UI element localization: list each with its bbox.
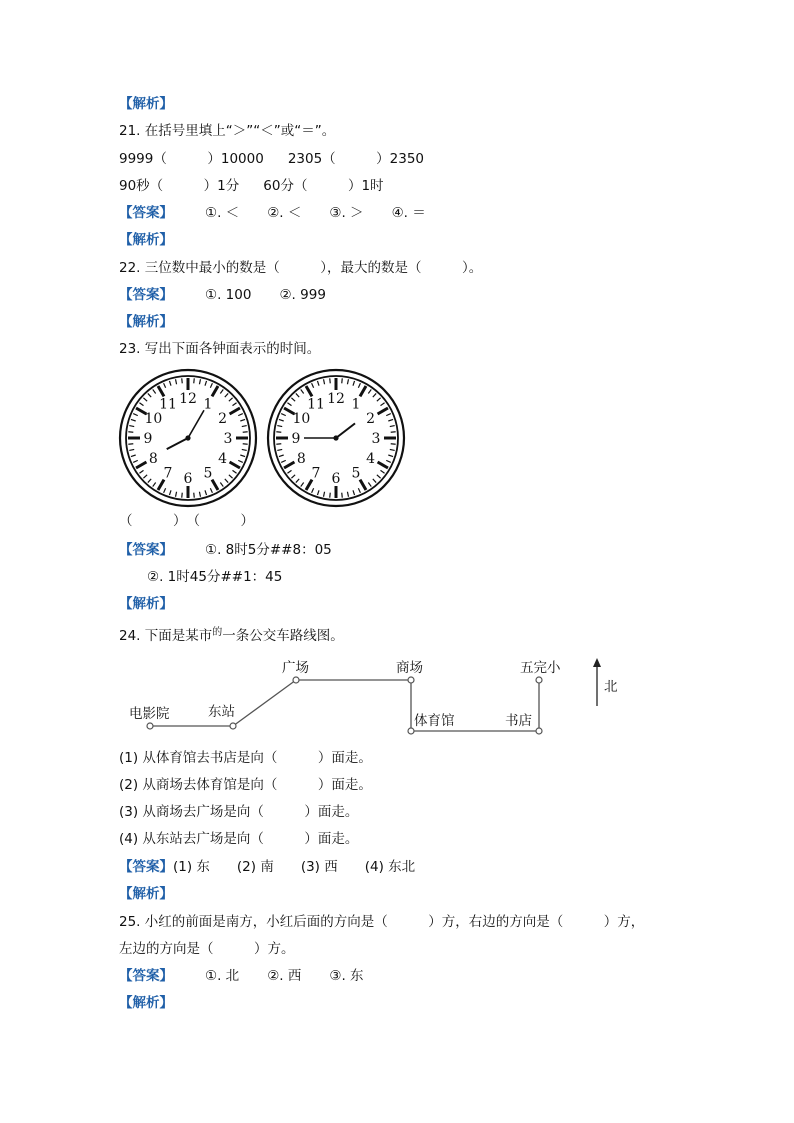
q22-answer-2: ②. 999 xyxy=(279,287,326,303)
q24-analysis: 【解析】 xyxy=(119,886,173,902)
station-square-dot xyxy=(293,677,299,683)
station-cinema-label: 电影院 xyxy=(129,706,170,722)
q21-answer-3: ③. ＞ xyxy=(329,205,364,221)
clock-tick xyxy=(194,493,195,498)
q21-answer-4: ④. ＝ xyxy=(391,205,426,221)
q23-answer-1-text: ①. 8时5分##8：05 xyxy=(205,542,332,558)
q23-blanks: （ ） （ ） xyxy=(119,513,254,529)
station-east-label: 东站 xyxy=(208,704,235,720)
clock-number: 2 xyxy=(366,411,376,427)
q24-answer-text: (1) 东 (2) 南 (3) 西 (4) 东北 xyxy=(173,859,416,875)
clock-number: 12 xyxy=(327,391,345,407)
q24-title-a: 24. 下面是某市 xyxy=(119,628,213,644)
clock-tick xyxy=(276,444,281,445)
clock-number: 4 xyxy=(218,451,228,467)
clock-1 xyxy=(120,370,256,506)
station-gym-label: 体育馆 xyxy=(414,713,455,729)
q21-answer-1: ①. ＜ xyxy=(205,205,240,221)
q24-sub-4: (4) 从东站去广场是向（ ）面走。 xyxy=(119,831,359,847)
clock-center-pin xyxy=(333,435,338,440)
station-bookstore-label: 书店 xyxy=(505,713,532,729)
q21-row2 xyxy=(119,177,384,195)
q21-title: 21. 在括号里填上“＞”“＜”或“＝”。 xyxy=(119,123,336,139)
clock-tick xyxy=(182,493,183,498)
station-square-label: 广场 xyxy=(282,660,309,676)
clock-tick xyxy=(330,493,331,498)
clock-number: 2 xyxy=(218,411,228,427)
q25-line-1: 25. 小红的前面是南方，小红后面的方向是（ ）方，右边的方向是（ ）方， xyxy=(119,914,645,930)
analysis-label: 【解析】 xyxy=(119,96,173,112)
station-bookstore-dot xyxy=(536,728,542,734)
clock-number: 8 xyxy=(296,451,306,467)
station-mall-dot xyxy=(408,677,414,683)
q25-analysis: 【解析】 xyxy=(119,995,173,1011)
clock-tick xyxy=(128,444,133,445)
station-school-label: 五完小 xyxy=(520,660,561,676)
clock-number: 6 xyxy=(183,471,193,487)
q23-title: 23. 写出下面各钟面表示的时间。 xyxy=(119,341,321,357)
clock-number: 7 xyxy=(163,465,173,482)
q21-analysis: 【解析】 xyxy=(119,232,173,248)
q22-analysis: 【解析】 xyxy=(119,314,173,330)
clock-number: 4 xyxy=(366,451,376,467)
clock-tick xyxy=(391,444,396,445)
clock-number: 10 xyxy=(292,411,311,427)
clock-number: 5 xyxy=(351,465,361,482)
clock-number: 12 xyxy=(179,391,197,407)
clock-tick xyxy=(194,378,195,383)
q21-row1-a: 9999（ ）10000 xyxy=(119,151,264,167)
clock-center-pin xyxy=(185,435,190,440)
clock-tick xyxy=(243,444,248,445)
clock-number: 10 xyxy=(144,411,163,427)
clock-2 xyxy=(268,370,404,506)
q24-title-de: 的 xyxy=(212,627,223,638)
station-east-dot xyxy=(230,723,236,729)
q24-sub-2: (2) 从商场去体育馆是向（ ）面走。 xyxy=(119,777,372,793)
q23-answer-1: 【答案】 ①. 8时5分##8：05 xyxy=(119,542,332,558)
clock-tick xyxy=(342,378,343,383)
q21-answer-2: ②. ＜ xyxy=(267,205,302,221)
clock-tick xyxy=(128,432,133,433)
q24-title xyxy=(119,627,344,647)
q24-sub-1: (1) 从体育馆去书店是向（ ）面走。 xyxy=(119,750,372,766)
q21-row1-b: 2305（ ）2350 xyxy=(287,151,425,167)
station-cinema-dot xyxy=(147,723,153,729)
north-arrowhead-icon xyxy=(593,658,601,667)
clock-tick xyxy=(391,432,396,433)
clock-number: 1 xyxy=(351,396,361,413)
q22-answer: 【答案】 ①. 100 ②. 999 xyxy=(119,287,326,303)
north-label: 北 xyxy=(604,679,618,695)
q24-sub-3: (3) 从商场去广场是向（ ）面走。 xyxy=(119,804,359,820)
clock-number: 9 xyxy=(143,431,153,447)
clock-number: 8 xyxy=(148,451,158,467)
q24-answer: 【答案】(1) 东 (2) 南 (3) 西 (4) 东北 xyxy=(119,859,416,875)
clock-number: 11 xyxy=(159,396,177,413)
clock-number: 9 xyxy=(291,431,301,447)
clock-tick xyxy=(243,432,248,433)
q21-answer: 【答案】 ①. ＜ ②. ＜ ③. ＞ ④. ＝ xyxy=(119,205,426,221)
clock-number: 6 xyxy=(331,471,341,487)
q25-answer-1: ①. 北 xyxy=(205,968,240,984)
q23-answer-2 xyxy=(147,568,282,586)
q22-title: 22. 三位数中最小的数是（ ），最大的数是（ ）。 xyxy=(119,260,483,276)
clock-number: 3 xyxy=(223,431,233,447)
clock-tick xyxy=(182,378,183,383)
clock-number: 11 xyxy=(307,396,325,413)
q23-analysis: 【解析】 xyxy=(119,596,173,612)
clock-tick xyxy=(330,378,331,383)
q21-row1 xyxy=(119,150,424,168)
clock-number: 1 xyxy=(203,396,213,413)
clock-number: 7 xyxy=(311,465,321,482)
bus-route-map xyxy=(120,652,640,742)
clock-number: 5 xyxy=(203,465,213,482)
q25-line-2: 左边的方向是（ ）方。 xyxy=(119,941,295,957)
q25-answer-2: ②. 西 xyxy=(267,968,302,984)
clock-number: 3 xyxy=(371,431,381,447)
q22-answer-1: ①. 100 xyxy=(205,287,252,303)
clock-figures xyxy=(118,368,410,510)
q23-answer-2-text: ②. 1时45分##1：45 xyxy=(147,569,283,585)
clock-tick xyxy=(342,493,343,498)
station-mall-label: 商场 xyxy=(396,660,423,676)
q21-row2-a: 90秒（ ）1分 xyxy=(119,178,240,194)
station-school-dot xyxy=(536,677,542,683)
q25-answer: 【答案】 ①. 北 ②. 西 ③. 东 xyxy=(119,968,364,984)
q25-answer-3: ③. 东 xyxy=(329,968,364,984)
clock-tick xyxy=(276,432,281,433)
q24-title-b: 一条公交车路线图。 xyxy=(222,628,344,644)
q21-row2-b: 60分（ ）1时 xyxy=(263,178,384,194)
